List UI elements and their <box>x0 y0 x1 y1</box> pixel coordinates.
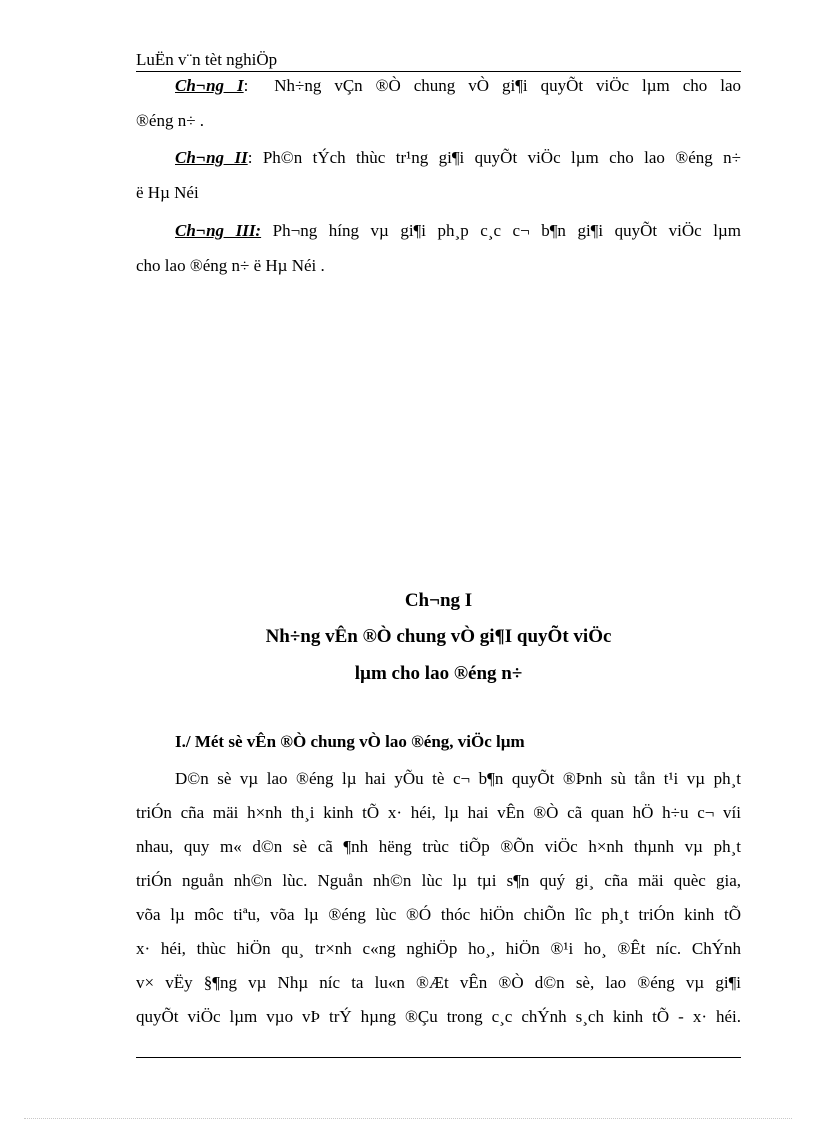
page-edge-dots <box>24 1118 792 1119</box>
section-heading: I./ Mét sè vÊn ®Ò chung vÒ lao ®éng, viÖc lµm <box>175 732 525 751</box>
body-line-2: triÓn cña mäi h×nh th¸i kinh tÕ x· héi, lµ hai vÊn ®Ò cã quan hÖ h÷u c¬ víi <box>136 803 741 822</box>
body-line-4: triÓn nguån nh©n lùc. Nguån nh©n lùc lµ tµi s¶n quý gi¸ cña mäi quèc gia, <box>136 871 741 890</box>
footer-rule <box>136 1057 741 1058</box>
body-line-1: D©n sè vµ lao ®éng lµ hai yÕu tè c¬ b¶n quyÕt ®Þnh sù tån t¹i vµ ph¸t <box>175 769 741 788</box>
outline-item-2-label: Ch¬ng II <box>175 148 248 167</box>
outline-item-3-line-2: cho lao ®éng n÷ ë Hµ Néi . <box>136 256 325 275</box>
outline-item-1-line-1: Ch¬ng I: Nh÷ng vÇn ®Ò chung vÒ gi¶i quyÕt viÖc lµm cho lao <box>175 76 741 95</box>
body-line-3: nhau, quy m« d©n sè cã ¶nh hëng trùc tiÕp ®Õn viÖc h×nh thµnh vµ ph¸t <box>136 837 741 856</box>
chapter-outline <box>136 75 741 290</box>
chapter-title-line-2: lµm cho lao ®éng n÷ <box>354 663 523 684</box>
body-line-8: quyÕt viÖc lµm vµo vÞ trÝ hµng ®Çu trong c¸c chÝnh s¸ch kinh tÕ - x· héi. <box>136 1007 741 1026</box>
outline-item-2-line-1: Ch¬ng II: Ph©n tÝch thùc tr¹ng gi¶i quyÕt viÖc lµm cho lao ®éng n÷ <box>175 148 741 167</box>
body-line-7: v× vËy §¶ng vµ Nhµ níc ta lu«n ®Æt vÊn ®Ò d©n sè, lao ®éng vµ gi¶i <box>136 973 741 992</box>
body-line-5: võa lµ môc tiªu, võa lµ ®éng lùc ®Ó thóc hiÖn chiÕn lîc ph¸t triÓn kinh tÕ <box>136 905 741 924</box>
outline-item-2-line-2: ë Hµ Néi <box>136 183 199 202</box>
outline-item-1-label: Ch¬ng I <box>175 76 244 95</box>
header-rule <box>136 71 741 72</box>
chapter-number: Ch¬ng I <box>404 590 473 611</box>
outline-item-3-label: Ch¬ng III: <box>175 221 262 240</box>
running-header: LuËn v¨n tèt nghiÖp <box>136 50 278 69</box>
body-paragraph <box>136 768 741 1028</box>
chapter-title-line-1: Nh÷ng vÊn ®Ò chung vÒ gi¶I quyÕt viÖc <box>265 626 612 647</box>
outline-item-1-line-2: ®éng n÷ . <box>136 111 205 130</box>
body-line-6: x· héi, thùc hiÖn qu¸ tr×nh c«ng nghiÖp ho¸, hiÖn ®¹i ho¸ ®Êt níc. ChÝnh <box>136 939 741 958</box>
outline-item-3-line-1: Ch¬ng III: Ph¬ng híng vµ gi¶i ph¸p c¸c c¬ b¶n gi¶i quyÕt viÖc lµm <box>175 221 742 240</box>
